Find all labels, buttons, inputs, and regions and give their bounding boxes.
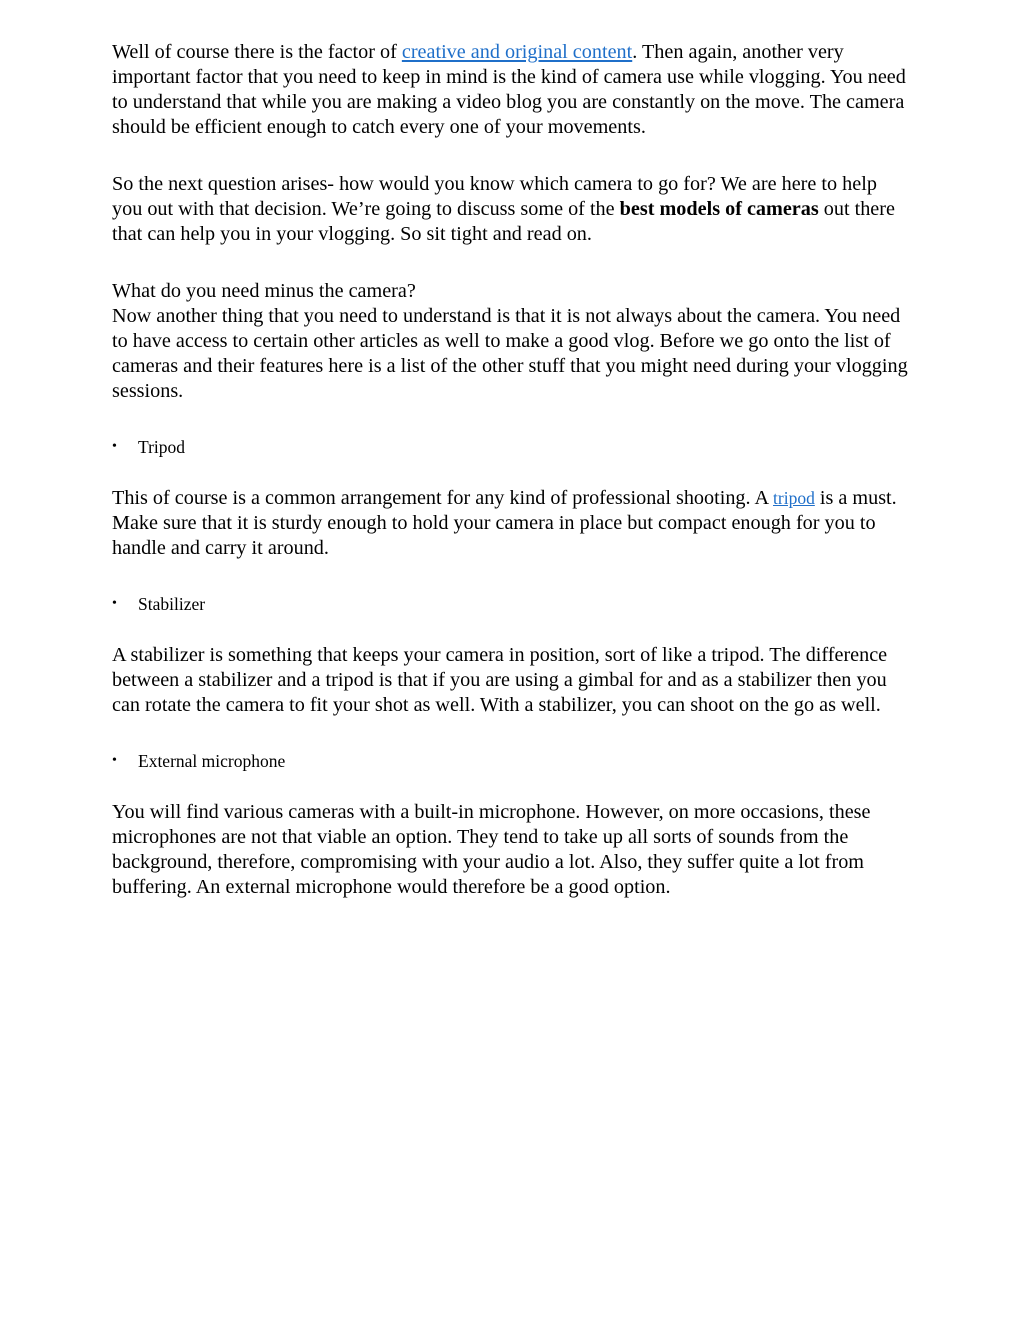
list-item-label: Stabilizer [138, 594, 206, 614]
intro-text-before: Well of course there is the factor of [112, 41, 402, 63]
intro-text-after: . Then again, another very important factor that you need to keep in mind is the kind of camera use while vlogging. You need to understand that while you are making a video blog you are constantly on the move. The camera should be efficient enough to catch every one of your movements. [112, 41, 906, 138]
best-models-bold: best models of cameras [619, 198, 819, 220]
minus-camera-body: Now another thing that you need to understand is that it is not always about the camera. You need to have access to certain other articles as well to make a good vlog. Before we go onto the list of cameras and their features here is a list of the other stuff that you might need during your vlogging sessions. [112, 305, 908, 402]
tripod-link[interactable]: tripod [773, 488, 815, 508]
creative-content-link[interactable]: creative and original content [401, 41, 633, 63]
list-item-tripod [112, 436, 912, 458]
bullet-icon: • [112, 753, 117, 768]
list-item-external-microphone [112, 750, 912, 772]
minus-camera-section [112, 279, 912, 404]
intro-paragraph [112, 40, 912, 140]
list-item-stabilizer [112, 593, 912, 615]
bullet-icon: • [112, 439, 117, 454]
tripod-text-before: This of course is a common arrangement for any kind of professional shooting. A [112, 487, 774, 509]
question-text-after: out there that can help you in your vlogging. So sit tight and read on. [112, 198, 895, 245]
question-text-before: So the next question arises- how would you know which camera to go for? We are here to help you out with that decision. We’re going to discuss some of the [112, 173, 877, 220]
document-page [112, 40, 912, 900]
stabilizer-paragraph: A stabilizer is something that keeps your camera in position, sort of like a tripod. The difference between a stabilizer and a tripod is that if you are using a gimbal for and as a stabilizer then you can rotate the camera to fit your shot as well. With a stabilizer, you can shoot on the go as well. [112, 644, 888, 716]
question-paragraph [112, 172, 912, 247]
list-item-label: Tripod [138, 437, 186, 457]
list-item-label: External microphone [138, 751, 286, 771]
tripod-text-after: is a must. Make sure that it is sturdy enough to hold your camera in place but compact enough for you to handle and carry it around. [112, 487, 897, 559]
bullet-icon: • [112, 596, 117, 611]
microphone-paragraph: You will find various cameras with a built-in microphone. However, on more occasions, these microphones are not that viable an option. They tend to take up all sorts of sounds from the background, therefore, compromising with your audio a lot. Also, they suffer quite a lot from buffering. An external microphone would therefore be a good option. [112, 801, 871, 898]
minus-camera-heading: What do you need minus the camera? [112, 280, 416, 302]
tripod-paragraph [112, 486, 912, 561]
